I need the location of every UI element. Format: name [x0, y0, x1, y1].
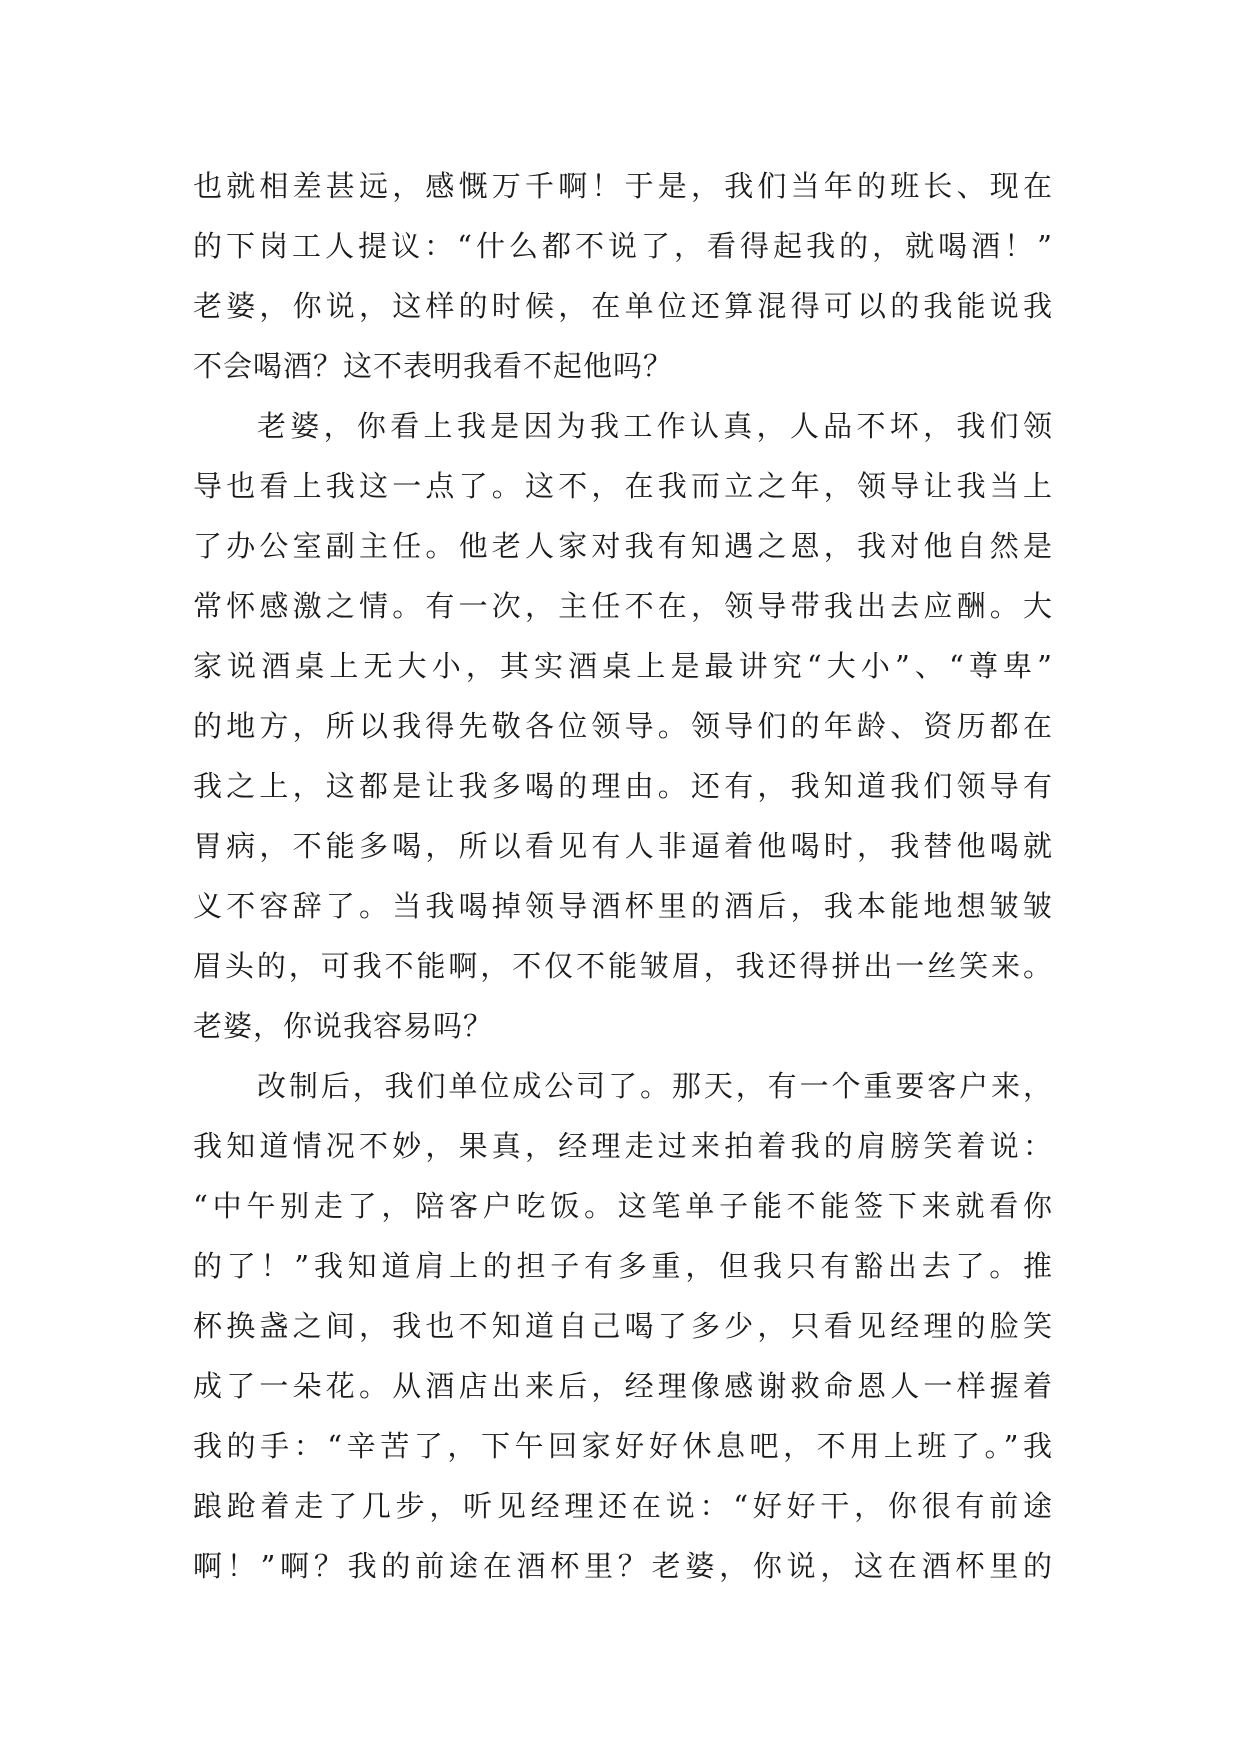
text-line: 老婆，你说，这样的时候，在单位还算混得可以的我能说我 — [193, 289, 1053, 323]
text-line: 我知道情况不妙，果真，经理走过来拍着我的肩膀笑着说： — [193, 1129, 1053, 1163]
text-line: 胃病，不能多喝，所以看见有人非逼着他喝时，我替他喝就 — [193, 829, 1053, 863]
text-line: 我的手：“辛苦了，下午回家好好休息吧，不用上班了。”我 — [193, 1429, 1053, 1463]
text-line: 家说酒桌上无大小，其实酒桌上是最讲究“大小”、“尊卑” — [193, 649, 1053, 683]
text-line: 义不容辞了。当我喝掉领导酒杯里的酒后，我本能地想皱皱 — [193, 889, 1053, 923]
text-line: 了办公室副主任。他老人家对我有知遇之恩，我对他自然是 — [193, 529, 1053, 563]
text-line: 杯换盏之间，我也不知道自己喝了多少，只看见经理的脸笑 — [193, 1309, 1053, 1343]
text-line: “中午别走了，陪客户吃饭。这笔单子能不能签下来就看你 — [193, 1189, 1053, 1223]
text-line: 眉头的，可我不能啊，不仅不能皱眉，我还得拼出一丝笑来。 — [193, 949, 1053, 983]
text-line: 不会喝酒？这不表明我看不起他吗？ — [193, 349, 674, 383]
text-line: 踉跄着走了几步，听见经理还在说：“好好干，你很有前途 — [193, 1489, 1053, 1523]
paragraph-first-line: 改制后，我们单位成公司了。那天，有一个重要客户来， — [257, 1069, 1053, 1103]
text-line: 啊！”啊？我的前途在酒杯里？老婆，你说，这在酒杯里的 — [193, 1549, 1053, 1583]
text-line: 的下岗工人提议：“什么都不说了，看得起我的，就喝酒！” — [193, 229, 1053, 263]
text-line: 的了！”我知道肩上的担子有多重，但我只有豁出去了。推 — [193, 1249, 1053, 1283]
paragraph-first-line: 老婆，你看上我是因为我工作认真，人品不坏，我们领 — [257, 409, 1053, 443]
text-line: 也就相差甚远，感慨万千啊！于是，我们当年的班长、现在 — [193, 169, 1053, 203]
text-line: 导也看上我这一点了。这不，在我而立之年，领导让我当上 — [193, 469, 1053, 503]
text-line: 我之上，这都是让我多喝的理由。还有，我知道我们领导有 — [193, 769, 1053, 803]
text-line: 老婆，你说我容易吗？ — [193, 1009, 494, 1043]
text-line: 的地方，所以我得先敬各位领导。领导们的年龄、资历都在 — [193, 709, 1053, 743]
body-text — [193, 156, 1053, 1596]
text-line: 常怀感激之情。有一次，主任不在，领导带我出去应酬。大 — [193, 589, 1053, 623]
text-line: 成了一朵花。从酒店出来后，经理像感谢救命恩人一样握着 — [193, 1369, 1053, 1403]
